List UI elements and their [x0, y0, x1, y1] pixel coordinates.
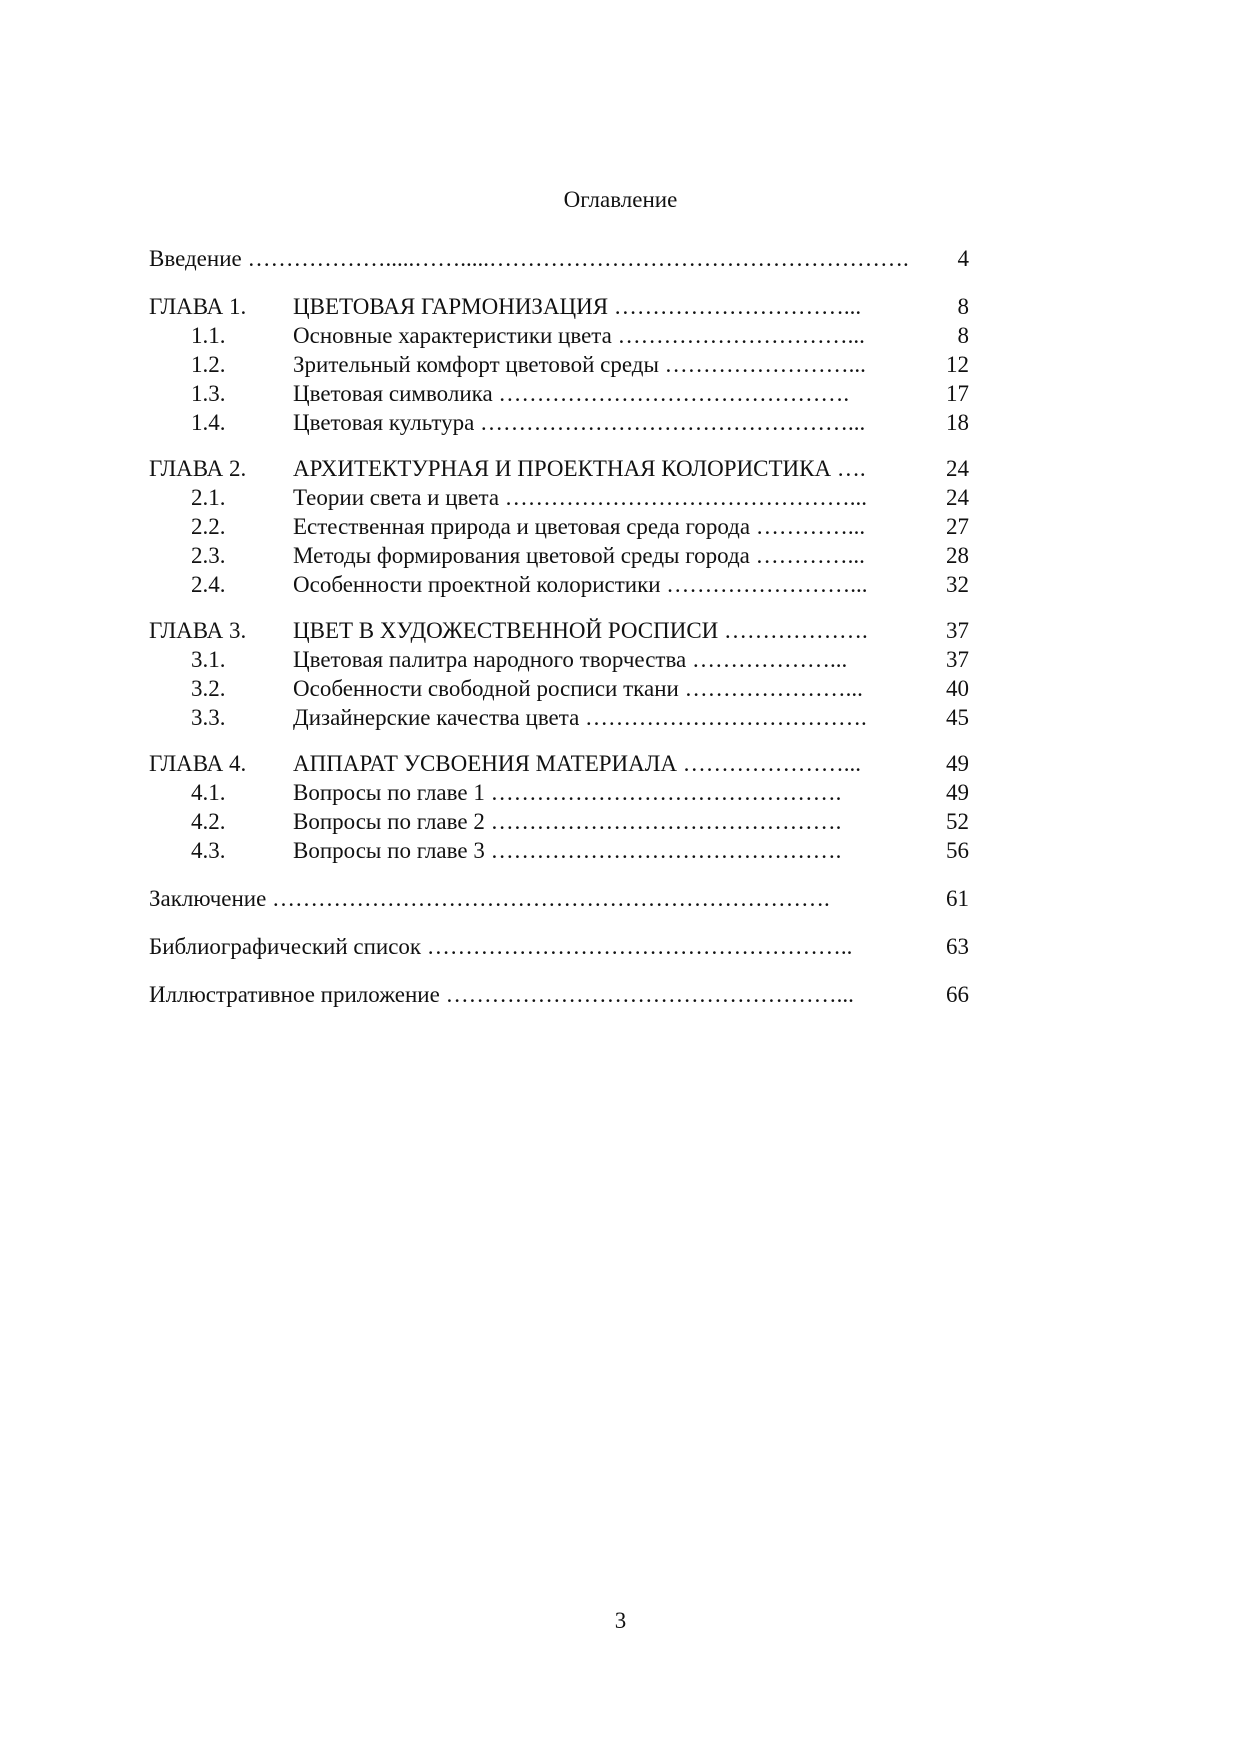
section-title: Естественная природа и цветовая среда города …………...: [293, 514, 866, 539]
toc-page-number: 8: [957, 294, 969, 319]
toc-section-1-3[interactable]: [149, 379, 969, 408]
section-title: Методы формирования цветовой среды города …………...: [293, 543, 865, 568]
toc-page-number: 12: [946, 352, 969, 377]
toc-page-number: 8: [957, 323, 969, 348]
chapter-title: АППАРАТ УСВОЕНИЯ МАТЕРИАЛА …………………...: [293, 751, 861, 776]
toc-appendix-entry[interactable]: [149, 980, 969, 1009]
section-title: Зрительный комфорт цветовой среды ……………………...: [293, 352, 866, 377]
toc-section-2-1[interactable]: [149, 483, 969, 512]
section-title: Вопросы по главе 1 ……………………………………….: [293, 780, 842, 805]
toc-page-number: 4: [957, 246, 969, 271]
section-number: 3.3.: [191, 705, 226, 730]
toc-entry-text: Заключение ……………………………………………………………….: [149, 886, 830, 911]
toc-entry-text: Иллюстративное приложение ……………………………………………...: [149, 982, 854, 1007]
toc-page-number: 27: [946, 514, 969, 539]
page-title: Оглавление: [563, 187, 678, 212]
toc-page-number: 66: [946, 982, 969, 1007]
toc-section-4-1[interactable]: [149, 778, 969, 807]
toc-conclusion-entry[interactable]: [149, 884, 969, 913]
toc-bibliography-entry[interactable]: [149, 932, 969, 961]
table-of-contents: [149, 244, 969, 1009]
toc-chapter-1[interactable]: [149, 292, 969, 321]
toc-chapter-4[interactable]: [149, 749, 969, 778]
section-number: 1.1.: [191, 323, 226, 348]
toc-page-number: 61: [946, 886, 969, 911]
toc-page-number: 37: [946, 647, 969, 672]
section-number: 2.3.: [191, 543, 226, 568]
section-title: Дизайнерские качества цвета ……………………………….: [293, 705, 867, 730]
section-number: 4.1.: [191, 780, 226, 805]
toc-section-1-2[interactable]: [149, 350, 969, 379]
toc-page-number: 18: [946, 410, 969, 435]
section-title: Особенности свободной росписи ткани …………………...: [293, 676, 863, 701]
toc-section-3-1[interactable]: [149, 645, 969, 674]
chapter-label: ГЛАВА 1.: [149, 294, 247, 319]
toc-page-number: 28: [946, 543, 969, 568]
chapter-label: ГЛАВА 2.: [149, 456, 247, 481]
toc-entry-text: Библиографический список ………………………………………………..: [149, 934, 853, 959]
section-title: Основные характеристики цвета …………………………...: [293, 323, 865, 348]
toc-section-1-1[interactable]: [149, 321, 969, 350]
chapter-label: ГЛАВА 4.: [149, 751, 247, 776]
toc-page-number: 63: [946, 934, 969, 959]
section-number: 2.1.: [191, 485, 226, 510]
section-number: 1.4.: [191, 410, 226, 435]
toc-section-3-3[interactable]: [149, 703, 969, 732]
section-number: 1.2.: [191, 352, 226, 377]
chapter-title: ЦВЕТ В ХУДОЖЕСТВЕННОЙ РОСПИСИ ……………….: [293, 618, 868, 643]
section-number: 2.2.: [191, 514, 226, 539]
toc-page-number: 17: [946, 381, 969, 406]
section-number: 3.2.: [191, 676, 226, 701]
toc-page-number: 49: [946, 780, 969, 805]
toc-page-number: 49: [946, 751, 969, 776]
toc-page-number: 40: [946, 676, 969, 701]
section-title: Особенности проектной колористики ……………………...: [293, 572, 868, 597]
toc-intro-entry[interactable]: [149, 244, 969, 273]
section-number: 2.4.: [191, 572, 226, 597]
section-number: 3.1.: [191, 647, 226, 672]
toc-page-number: 24: [946, 485, 969, 510]
page-number: 3: [614, 1608, 627, 1633]
section-title: Цветовая символика ……………………………………….: [293, 381, 850, 406]
toc-section-4-3[interactable]: [149, 836, 969, 865]
toc-page-number: 24: [946, 456, 969, 481]
section-number: 4.2.: [191, 809, 226, 834]
toc-section-2-4[interactable]: [149, 570, 969, 599]
toc-page-number: 52: [946, 809, 969, 834]
chapter-title: ЦВЕТОВАЯ ГАРМОНИЗАЦИЯ …………………………...: [293, 294, 862, 319]
toc-page-number: 56: [946, 838, 969, 863]
section-title: Теории света и цвета ………………………………………...: [293, 485, 868, 510]
toc-entry-text: Введение ……………….....…….....……………………………………………….: [149, 246, 909, 271]
toc-section-4-2[interactable]: [149, 807, 969, 836]
section-title: Вопросы по главе 3 ……………………………………….: [293, 838, 842, 863]
toc-section-1-4[interactable]: [149, 408, 969, 437]
toc-section-2-3[interactable]: [149, 541, 969, 570]
toc-section-2-2[interactable]: [149, 512, 969, 541]
toc-chapter-3[interactable]: [149, 616, 969, 645]
section-title: Цветовая культура …………………………………………...: [293, 410, 866, 435]
toc-page-number: 37: [946, 618, 969, 643]
chapter-title: АРХИТЕКТУРНАЯ И ПРОЕКТНАЯ КОЛОРИСТИКА ….: [293, 456, 866, 481]
section-number: 4.3.: [191, 838, 226, 863]
section-title: Вопросы по главе 2 ……………………………………….: [293, 809, 842, 834]
section-title: Цветовая палитра народного творчества ………………...: [293, 647, 848, 672]
chapter-label: ГЛАВА 3.: [149, 618, 247, 643]
toc-page-number: 32: [946, 572, 969, 597]
toc-chapter-2[interactable]: [149, 454, 969, 483]
toc-page-number: 45: [946, 705, 969, 730]
toc-section-3-2[interactable]: [149, 674, 969, 703]
section-number: 1.3.: [191, 381, 226, 406]
